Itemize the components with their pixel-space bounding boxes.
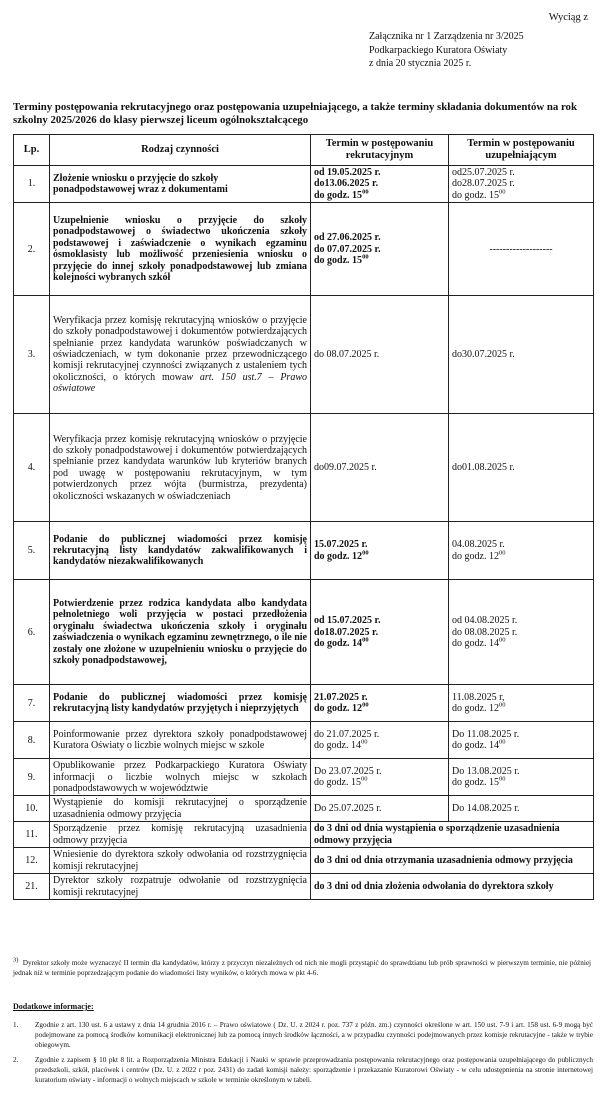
term-text: 04.08.2025 r. (452, 539, 505, 551)
table-row (14, 848, 594, 874)
supp-term-cell (449, 759, 594, 796)
annex-line: Załącznika nr 1 Zarządzenia nr 3/2025 (369, 31, 524, 42)
term-text: do godz. 14 (314, 740, 361, 752)
row-number: 21. (14, 874, 50, 900)
term-hour-sup: 00 (362, 549, 369, 557)
merged-term-cell: do 3 dni od dnia złożenia odwołania do dyrektora szkoły (311, 874, 594, 900)
activity-cell (50, 166, 311, 203)
activity-text: ponadpodstawowej wraz z dokumentami (53, 184, 228, 196)
term-text: 15.07.2025 r. (314, 539, 368, 551)
item-text: Zgodnie z zapisem § 10 pkt 8 lit. a Rozporządzenia Ministra Edukacji i Nauki w sprawie przeprowadzania postępowania rekrutacyjnego oraz postępowania uzupełniającego do publicznych przedszkoli, szkół, placówek i centrów (Dz. U. z 2022 r poz. 2431) do zadań komisji należy: sporządzenie i przekazanie Kuratorowi Oświaty - w celu udostępnienia na stronie internetowej kuratorium oświaty - informacji o wolnych miejscach w szkole w terminie określonym w tabeli. (35, 1055, 593, 1085)
term-line (314, 615, 445, 626)
term-hour-sup: 00 (498, 701, 506, 709)
row-number: 7. (14, 685, 50, 722)
activity-text: Weryfikacja przez komisję rekrutacyjną wniosków o przyjęcie do szkoły ponadpodstawowej i dokumentów potwierdzających spełnianie przez kandydata warunków lub kryteriów branych pod uwagę w postępowaniu rekrutacyjnym, w tym potwierdzonych przez wójta (burmistrza, prezydenta) okoliczności wskazanych w oświadczeniach (53, 433, 307, 502)
supp-term-cell (449, 203, 594, 296)
main-term-cell (311, 296, 449, 414)
activity-cell (50, 874, 311, 900)
term-text: Do 11.08.2025 r. (452, 728, 520, 740)
term-text: do godz. 15 (314, 189, 363, 201)
term-text: do godz. 15 (452, 777, 499, 789)
term-line (314, 178, 445, 189)
row-number: 6. (14, 580, 50, 685)
row-number: 1. (14, 166, 50, 203)
term-text: 21.07.2025 r. (314, 691, 368, 703)
term-line (314, 190, 445, 201)
row-number: 8. (14, 722, 50, 759)
activity-legal-ref: w art. 150 ust.7 – Prawo oświatowe (53, 371, 307, 395)
merged-term-cell: do 3 dni od dnia wystąpienia o sporządzenie uzasadnienia odmowy przyjęcia (311, 822, 594, 848)
term-line (314, 638, 445, 649)
main-term-cell (311, 580, 449, 685)
term-line (314, 244, 445, 255)
term-line (314, 803, 445, 814)
activity-cell (50, 796, 311, 822)
term-hour-sup: 00 (362, 188, 369, 196)
activity-cell (50, 296, 311, 414)
term-text: do 08.08.2025 r. (452, 626, 518, 638)
term-line (314, 232, 445, 243)
activity-cell (50, 722, 311, 759)
merged-term-cell: do 3 dni od dnia otrzymania uzasadnienia odmowy przyjęcia (311, 848, 594, 874)
activity-text: Dyrektor szkoły rozpatruje odwołanie od rozstrzygnięcia komisji rekrutacyjnej (53, 875, 307, 898)
activity-cell (50, 414, 311, 522)
activity-text: Podanie do publicznej wiadomości przez komisję rekrutacyjną listy kandydatów zakwalifikowanych i kandydatów niezakwalifikowanych (53, 533, 307, 568)
activity-text: Opublikowanie przez Podkarpackiego Kuratora Oświaty informacji o liczbie wolnych miejsc w szkołach ponadpodstawowych w województwie (53, 760, 307, 795)
term-text: Do 14.08.2025 r. (452, 803, 520, 815)
activity-text: Podanie do publicznej wiadomości przez komisję rekrutacyjną listy kandydatów przyjętych i nieprzyjętych (53, 691, 307, 715)
supp-term-cell (449, 522, 594, 580)
term-text: do18.07.2025 r. (314, 626, 379, 638)
supp-term-cell (449, 166, 594, 203)
term-hour-sup: 00 (498, 738, 506, 746)
term-line (314, 349, 445, 360)
supp-term-cell (449, 414, 594, 522)
table-row (14, 166, 594, 203)
term-line (452, 803, 590, 814)
term-line (314, 627, 445, 638)
table-row (14, 296, 594, 414)
document-title: Terminy postępowania rekrutacyjnego oraz postępowania uzupełniającego, a także terminy składania dokumentów na rok szkolny 2025/2026 do klasy pierwszej liceum ogólnokształcącego (13, 101, 577, 126)
term-text: ------------------- (489, 243, 553, 255)
term-text: do13.06.2025 r. (314, 178, 379, 190)
term-line (314, 729, 445, 740)
supp-term-cell (449, 296, 594, 414)
row-number: 10. (14, 796, 50, 822)
activity-cell (50, 522, 311, 580)
activity-text: Weryfikacja przez komisję rekrutacyjną wniosków o przyjęcie do szkoły ponadpodstawowej i dokumentów potwierdzających spełnianie przez kandydata warunków poświadczanych w oświadczeniach, w tym dokonanie przez przewodniczącego komisji rekrutacyjnej czynności związanych z ustaleniem tych okoliczności, o których mowa (53, 314, 307, 383)
term-text: do09.07.2025 r. (314, 462, 377, 474)
term-hour-sup: 00 (498, 188, 506, 196)
term-text: do godz. 15 (314, 254, 363, 266)
term-line (452, 244, 590, 255)
term-hour-sup: 00 (360, 738, 368, 746)
term-text: do godz. 12 (452, 550, 499, 562)
term-text: do godz. 12 (314, 550, 363, 562)
additional-info-list (13, 1020, 593, 1089)
footnote-marker: 3) (13, 956, 19, 964)
activity-cell (50, 580, 311, 685)
term-hour-sup: 00 (498, 549, 506, 557)
main-term-cell (311, 796, 449, 822)
table-row (14, 522, 594, 580)
term-text: od 27.06.2025 r. (314, 232, 381, 244)
table-row (14, 759, 594, 796)
term-line (452, 539, 590, 550)
annex-line: z dnia 20 stycznia 2025 r. (369, 58, 472, 69)
term-line (314, 777, 445, 788)
term-text: Do 13.08.2025 r. (452, 765, 520, 777)
table-row (14, 822, 594, 848)
supp-term-cell (449, 796, 594, 822)
main-term-cell (311, 522, 449, 580)
table-header-row (14, 135, 594, 166)
term-text: do godz. 12 (314, 703, 363, 715)
term-text: do01.08.2025 r. (452, 462, 515, 474)
term-line (452, 190, 590, 201)
schedule-table (13, 134, 594, 900)
main-term-cell (311, 203, 449, 296)
term-line (314, 167, 445, 178)
term-line (452, 462, 590, 473)
supp-term-cell (449, 722, 594, 759)
activity-cell (50, 822, 311, 848)
activity-text: Złożenie wniosku o przyjęcie do szkoły (53, 172, 219, 184)
header-lp: Lp. (14, 135, 50, 166)
activity-cell (50, 848, 311, 874)
term-text: do30.07.2025 r. (452, 349, 515, 361)
term-line (314, 539, 445, 550)
footnote-text: Dyrektor szkoły może wyznaczyć II termin dla kandydatów, którzy z przyczyn niezależnych od nich nie mogli przystąpić do sprawdzianu lub prób sprawności w pierwszym terminie, nie później jednak niż w terminie poprzedzającym podanie do wiadomości listy wyników, o których mowa w pkt 4-6. (13, 959, 592, 977)
table-row (14, 685, 594, 722)
item-number: 2. (13, 1055, 19, 1064)
annex-line: Podkarpackiego Kuratora Oświaty (369, 44, 508, 56)
list-item (13, 1055, 593, 1086)
header-activity: Rodzaj czynności (50, 135, 311, 166)
term-hour-sup: 00 (362, 636, 369, 644)
term-line (452, 638, 590, 649)
table-row (14, 580, 594, 685)
additional-info-heading: Dodatkowe informacje: (13, 1002, 94, 1011)
term-line (314, 551, 445, 562)
term-line (452, 615, 590, 626)
activity-text: Potwierdzenie przez rodzica kandydata albo kandydata pełnoletniego woli przyjęcia w postaci przedłożenia oryginału świadectwa ukończenia szkoły i oryginału zaświadczenia o wynikach egzaminu zewnętrznego, o ile nie zostały one złożone w uzupełnieniu wniosku o przyjęcie do szkoły ponadpodstawowej, (53, 598, 307, 667)
row-number: 3. (14, 296, 50, 414)
term-line (452, 551, 590, 562)
row-number: 4. (14, 414, 50, 522)
term-line (452, 178, 590, 189)
row-number: 12. (14, 848, 50, 874)
term-text: do godz. 14 (314, 637, 363, 649)
table-row (14, 874, 594, 900)
term-text: od25.07.2025 r. (452, 167, 515, 178)
term-line (314, 703, 445, 714)
term-text: do godz. 15 (314, 777, 361, 789)
table-row (14, 796, 594, 822)
term-text: do28.07.2025 r. (452, 178, 515, 190)
term-hour-sup: 00 (360, 776, 368, 783)
supp-term-cell (449, 685, 594, 722)
row-number: 5. (14, 522, 50, 580)
term-line (452, 729, 590, 740)
main-term-cell (311, 166, 449, 203)
supp-term-cell (449, 580, 594, 685)
table-row (14, 414, 594, 522)
extract-label: Wyciąg z (548, 12, 588, 23)
term-text: Do 23.07.2025 r. (314, 765, 382, 777)
term-hour-sup: 00 (362, 253, 369, 261)
activity-text: Uzupełnienie wniosku o przyjęcie do szkoły ponadpodstawowej o świadectwo ukończenia szkoły podstawowej i zaświadczenie o wynikach egzaminu ósmoklasisty lub możliwość przeniesienia wniosku o przyjęcie do innej szkoły ponadpodstawowej lub zmiana kolejności wybranych szkół (53, 215, 307, 284)
term-line (452, 167, 590, 178)
term-line (314, 255, 445, 266)
row-number: 9. (14, 759, 50, 796)
item-text: Zgodnie z art. 130 ust. 6 a ustawy z dnia 14 grudnia 2016 r. – Prawo oświatowe ( Dz. U. z 2024 r. poz. 737 z późn. zm.) czynności określone w art. 150 ust. 7-9 i art. 158 ust. 6-9 mogą być podejmowane za pomocą środków komunikacji elektronicznej lub za pomocą innych środków łączności, a w przypadku czynności podejmowanych przez komisje rekrutacyjne - także w trybie obiegowym. (35, 1021, 593, 1050)
term-text: od 19.05.2025 r. (314, 167, 381, 178)
term-text: do 07.07.2025 r. (314, 243, 381, 255)
term-line (452, 777, 590, 788)
term-line (452, 703, 590, 714)
term-text: od 04.08.2025 r. (452, 615, 518, 627)
main-term-cell (311, 722, 449, 759)
activity-text: Wniesienie do dyrektora szkoły odwołania od rozstrzygnięcia komisji rekrutacyjnej (53, 849, 307, 872)
term-line (314, 740, 445, 751)
term-text: do godz. 14 (452, 740, 499, 752)
term-hour-sup: 00 (362, 701, 369, 709)
item-number: 1. (13, 1021, 19, 1029)
term-line (452, 766, 590, 777)
main-term-cell (311, 414, 449, 522)
term-line (314, 462, 445, 473)
term-hour-sup: 00 (498, 776, 506, 783)
term-text: do godz. 12 (452, 703, 499, 715)
main-term-cell (311, 759, 449, 796)
term-line (452, 627, 590, 638)
term-line (314, 766, 445, 777)
term-line (452, 740, 590, 751)
term-line (452, 349, 590, 360)
term-line (452, 692, 590, 703)
table-row (14, 722, 594, 759)
list-item (13, 1020, 593, 1051)
term-text: do 21.07.2025 r. (314, 728, 380, 740)
term-text: do 08.07.2025 r. (314, 349, 380, 361)
term-text: do godz. 15 (452, 189, 499, 201)
row-number: 11. (14, 822, 50, 848)
activity-text: Wystąpienie do komisji rekrutacyjnej o sporządzenie uzasadnienia odmowy przyjęcia (53, 797, 307, 820)
activity-text: Sporządzenie przez komisję rekrutacyjną uzasadnienia odmowy przyjęcia (53, 823, 307, 846)
table-row (14, 203, 594, 296)
term-text: 11.08.2025 r, (452, 691, 505, 703)
row-number: 2. (14, 203, 50, 296)
activity-cell (50, 203, 311, 296)
activity-text: Poinformowanie przez dyrektora szkoły ponadpodstawowej Kuratora Oświaty o liczbie wolnych miejsc w szkole (53, 728, 307, 752)
term-text: do godz. 14 (452, 637, 499, 649)
header-main-term: Termin w postępowaniu rekrutacyjnym (311, 135, 449, 166)
activity-cell (50, 759, 311, 796)
annex-reference (369, 30, 524, 71)
term-line (314, 692, 445, 703)
header-supp-term: Termin w postępowaniu uzupełniającym (449, 135, 594, 166)
term-hour-sup: 00 (498, 636, 506, 644)
footnote (13, 958, 591, 978)
main-term-cell (311, 685, 449, 722)
term-text: od 15.07.2025 r. (314, 615, 381, 627)
term-text: Do 25.07.2025 r. (314, 803, 382, 815)
activity-cell (50, 685, 311, 722)
